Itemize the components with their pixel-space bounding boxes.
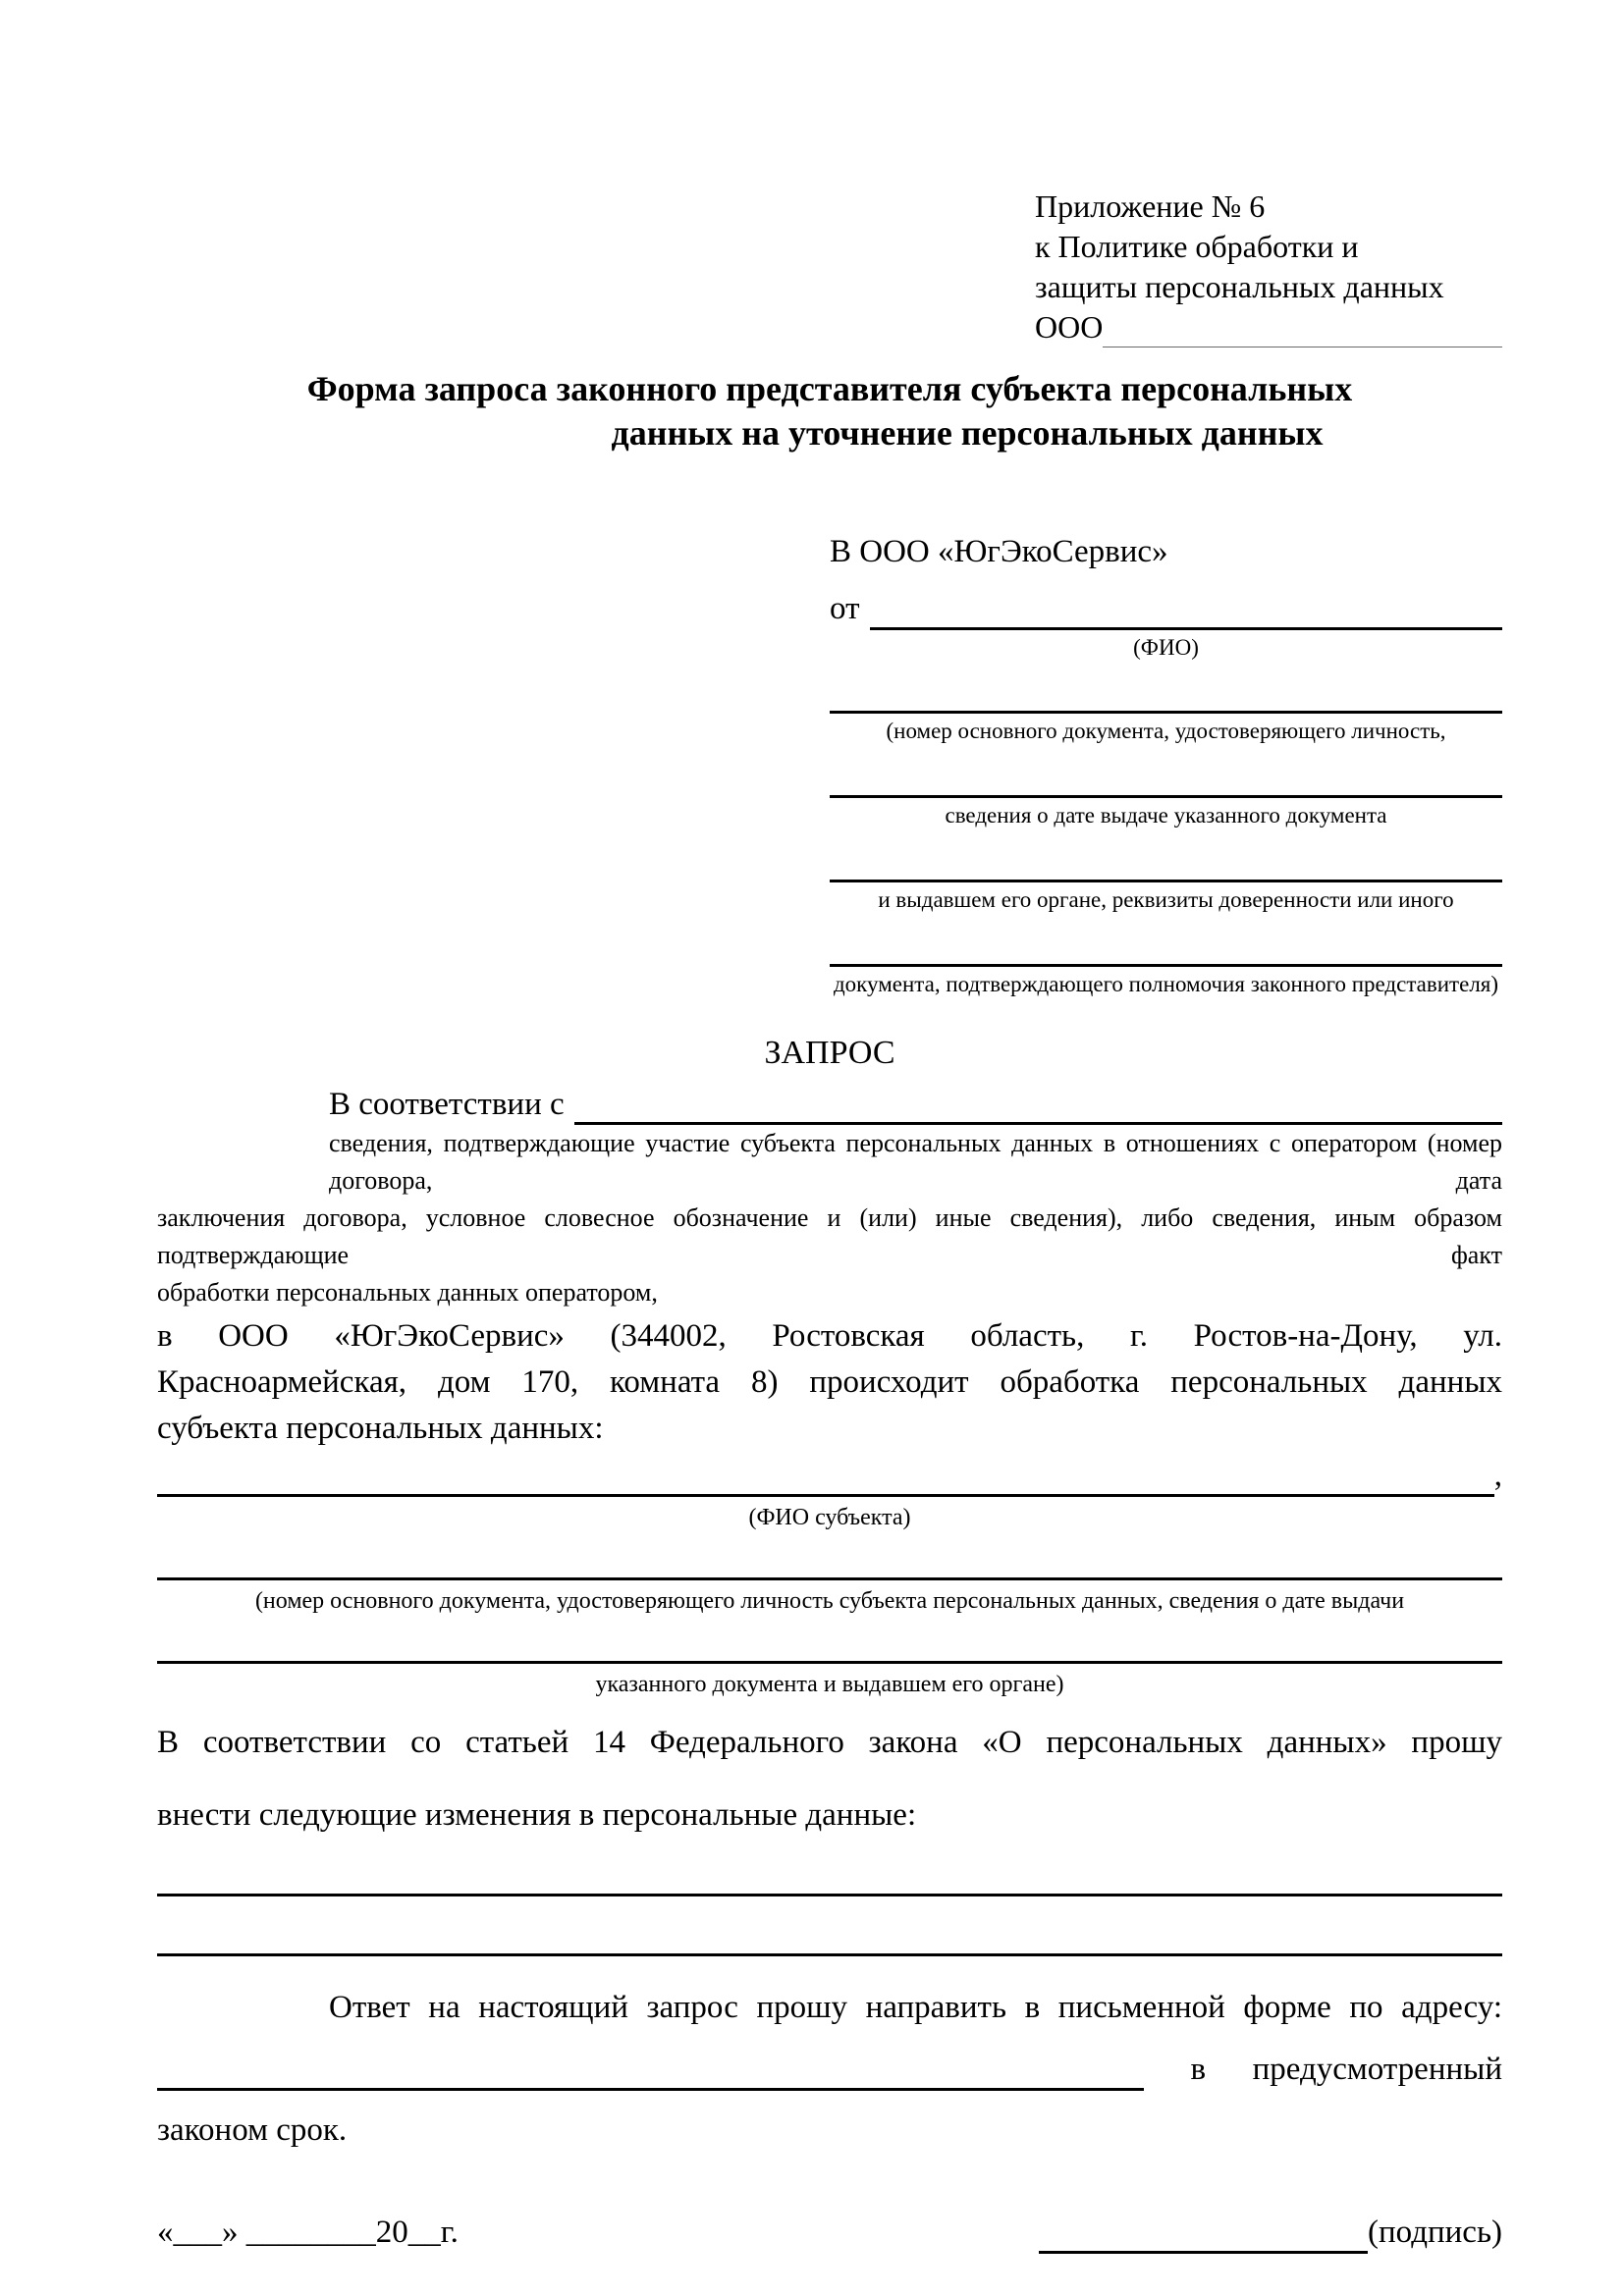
reply-address-row [157,2050,1502,2091]
changes-blank-2 [157,1953,1502,1956]
operator-line-3: субъекта персональных данных: [157,1410,604,1446]
reply-line-1: Ответ на настоящий запрос прошу направить в письменной форме по адресу: [329,1989,1502,2025]
subject-doc-blank-1 [157,1552,1502,1580]
date-blank: «___» ________20__г. [157,2215,459,2251]
reply-paragraph [157,1988,1502,2153]
subject-fio-row [157,1456,1502,1497]
intro-text: В соответствии с [329,1086,565,1122]
annex-line-1: Приложение № 6 [1035,188,1266,224]
date-signature-row [157,2213,1502,2254]
subject-fio-caption: (ФИО субъекта) [748,1504,911,1530]
operator-paragraph [157,1313,1502,1452]
subject-fio-comma: , [1493,1457,1502,1493]
reply-word-v: в [1190,2052,1207,2088]
company-name-blank [1103,317,1502,347]
signature-group [1039,2213,1502,2254]
document-title-line-2: данных на уточнение персональных данных [611,412,1324,453]
representative-doc-caption-3: и выдавшем его органе, реквизиты доверенности или иного [878,886,1454,912]
fio-caption: (ФИО) [1133,634,1199,660]
annex-company-line [1035,307,1502,347]
smallprint-line-3: обработки персональных данных оператором, [157,1278,658,1308]
annex-block [1035,187,1502,347]
reply-line-3: законом срок. [157,2112,348,2149]
representative-doc-blank-1 [830,662,1502,714]
from-label: от [830,590,860,626]
subject-doc-group-2 [157,1635,1502,1699]
request-heading: ЗАПРОС [764,1035,895,1072]
reply-address-blank [157,2058,1144,2091]
representative-doc-caption-1: (номер основного документа, удостоверяющего личность, [886,719,1446,744]
annex-line-3: защиты персональных данных [1035,268,1444,304]
document-title-line-1: Форма запроса законного представителя субъекта персональных [306,368,1353,408]
representative-doc-blank-4 [830,915,1502,967]
smallprint-note [157,1125,1502,1311]
representative-doc-group-3 [830,830,1502,915]
subject-doc-caption-2: указанного документа и выдавшем его органе) [595,1671,1064,1697]
representative-doc-caption-4: документа, подтверждающего полномочия законного представителя) [833,971,1499,996]
document-title [157,367,1502,455]
subject-doc-blank-2 [157,1635,1502,1664]
from-row [830,589,1502,630]
representative-doc-blank-2 [830,746,1502,798]
addressee-block [830,532,1502,999]
annex-line-2: к Политике обработки и [1035,228,1359,264]
law-paragraph [157,1723,1502,1837]
changes-blank-1 [157,1894,1502,1896]
signature-blank [1039,2221,1368,2254]
addressee-organization: В ООО «ЮгЭкоСервис» [830,533,1168,569]
basis-blank [574,1089,1502,1125]
representative-doc-group-2 [830,746,1502,830]
representative-doc-group-1 [830,662,1502,746]
smallprint-line-1: сведения, подтверждающие участие субъекта персональных данных в отношениях с оператором (номер договора, дата [329,1129,1502,1196]
reply-word-term: предусмотренный [1252,2052,1502,2088]
from-name-blank [870,594,1503,630]
law-line-2: внести следующие изменения в персональные данные: [157,1796,917,1833]
subject-doc-group-1 [157,1552,1502,1616]
representative-doc-group-4 [830,915,1502,999]
smallprint-line-2: заключения договора, условное словесное обозначение и (или) иные сведения), либо сведения, иным образом подтверждающие факт [157,1203,1502,1270]
representative-doc-blank-3 [830,830,1502,882]
law-line-1: В соответствии со статьей 14 Федерального закона «О персональных данных» прошу [157,1724,1502,1760]
operator-line-1: в ООО «ЮгЭкоСервис» (344002, Ростовская область, г. Ростов-на-Дону, ул. [157,1318,1502,1355]
representative-doc-caption-2: сведения о дате выдаче указанного документа [945,803,1387,828]
subject-doc-caption-1: (номер основного документа, удостоверяющего личность субъекта персональных данных, сведения о дате выдачи [254,1587,1405,1614]
intro-row [157,1085,1502,1126]
signature-caption: (подпись) [1368,2215,1502,2251]
operator-line-2: Красноармейская, дом 170, комната 8) происходит обработка персональных данных [157,1364,1502,1401]
annex-company-prefix: ООО [1035,308,1104,345]
subject-fio-blank [157,1468,1494,1497]
